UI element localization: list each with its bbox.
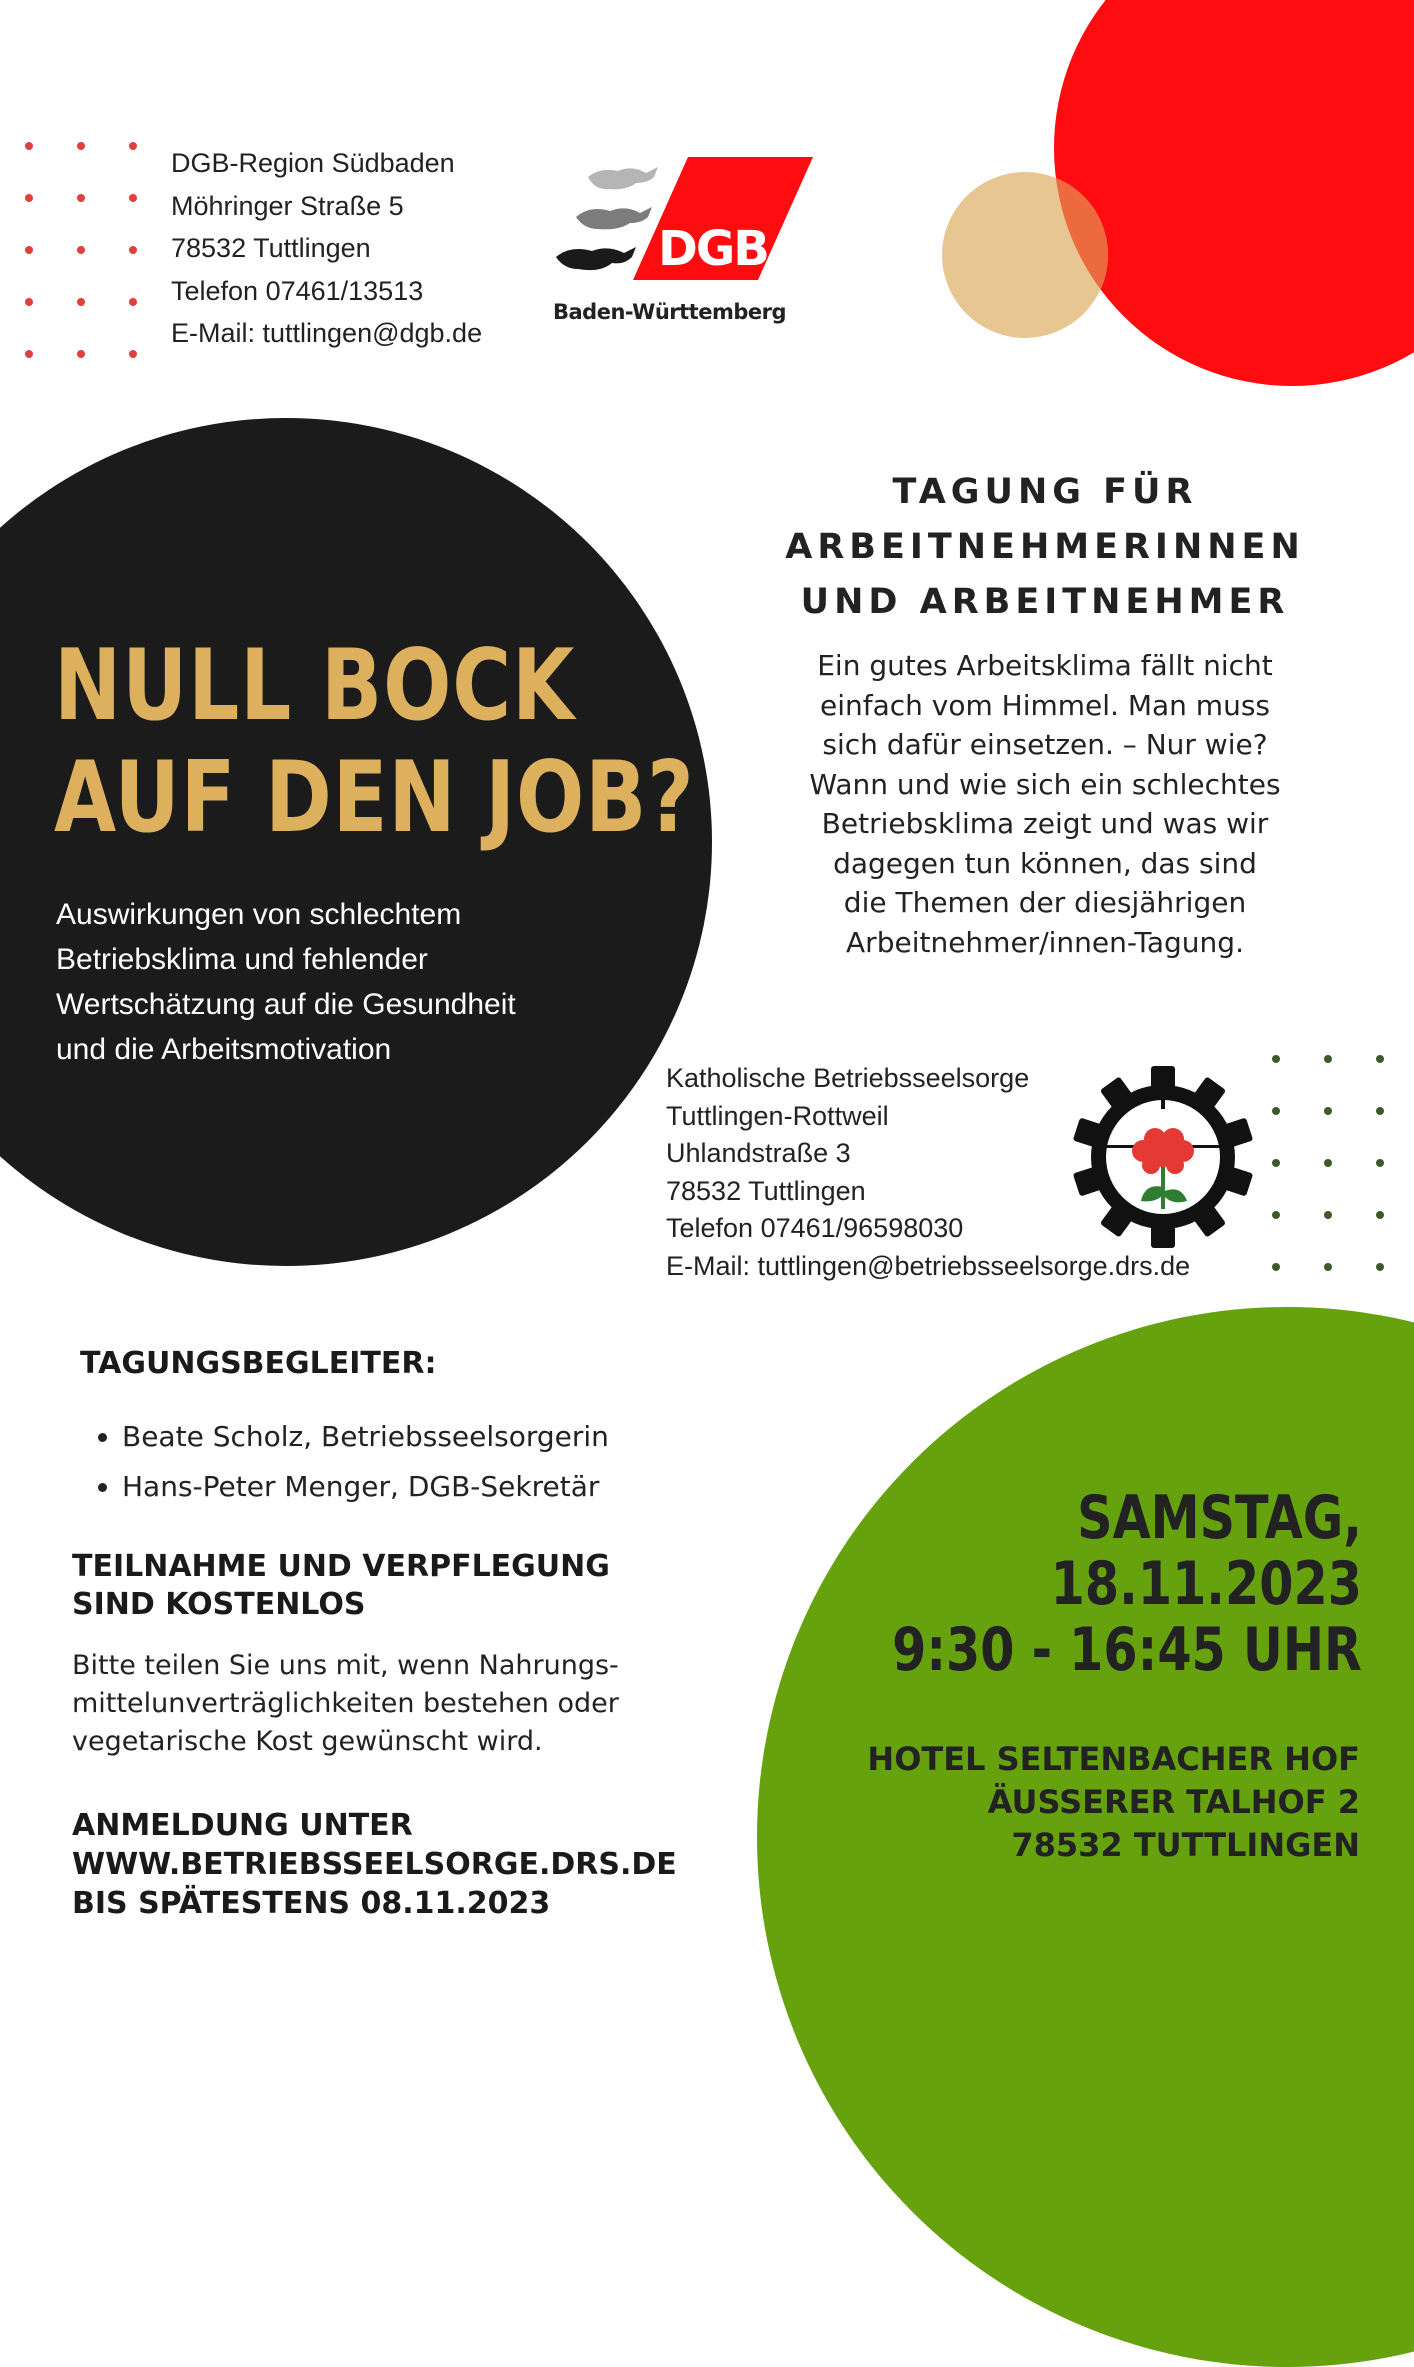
kath-address-line: Uhlandstraße 3 xyxy=(666,1138,851,1168)
anmeldung-block xyxy=(72,1806,752,1923)
red-dot-grid xyxy=(25,142,137,358)
kath-email-link[interactable]: E-Mail: tuttlingen@betriebsseelsorge.drs.de xyxy=(666,1250,1191,1281)
gear-carnation-icon xyxy=(1070,1066,1256,1248)
tagung-text-line: dagegen tun können, das sind xyxy=(833,846,1257,880)
event-venue xyxy=(867,1738,1360,1867)
venue-street: ÄUSSERER TALHOF 2 xyxy=(987,1783,1360,1821)
anmeldung-url-link[interactable]: WWW.BETRIEBSSEELSORGE.DRS.DE xyxy=(72,1847,677,1882)
dgb-address xyxy=(171,142,482,355)
dgb-logo-caption: Baden-Württemberg xyxy=(553,300,787,324)
tagung-text-line: Ein gutes Arbeitsklima fällt nicht xyxy=(817,649,1273,682)
tagung-heading-line: ARBEITNEHMERINNEN xyxy=(785,527,1305,567)
kath-address-line: Tuttlingen-Rottweil xyxy=(666,1100,889,1131)
teilnahme-heading-line: TEILNAHME UND VERPFLEGUNG xyxy=(72,1549,610,1584)
subtitle-line: Betriebsklima und fehlender xyxy=(56,943,428,976)
tagung-text-line: Arbeitnehmer/innen-Tagung. xyxy=(846,925,1244,959)
tagung-text-line: Wann und wie sich ein schlechtes xyxy=(809,767,1281,801)
list-item: • Beate Scholz, Betriebsseelsorgerin xyxy=(122,1412,609,1462)
decorative-overlap-circle xyxy=(942,172,1108,338)
subtitle-line: Auswirkungen von schlechtem xyxy=(56,898,462,931)
teilnahme-heading-line: SIND KOSTENLOS xyxy=(72,1587,366,1622)
headline-subtitle xyxy=(56,892,676,1072)
list-item: • Hans-Peter Menger, DGB-Sekretär xyxy=(122,1462,609,1512)
decorative-red-circle xyxy=(1054,0,1414,386)
subtitle-line: und die Arbeitsmotivation xyxy=(56,1033,392,1066)
event-date-time xyxy=(892,1485,1362,1683)
venue-city: 78532 TUTTLINGEN xyxy=(1011,1826,1360,1864)
headline-line: AUF DEN JOB? xyxy=(54,741,695,855)
anmeldung-deadline: BIS SPÄTESTENS 08.11.2023 xyxy=(72,1886,551,1921)
kath-address-line: 78532 Tuttlingen xyxy=(666,1175,866,1206)
headline-line: NULL BOCK xyxy=(54,629,576,743)
tagung-text-line: die Themen der diesjährigen xyxy=(843,886,1247,919)
tagung-heading-line: TAGUNG FÜR xyxy=(892,472,1198,512)
event-time: 9:30 - 16:45 UHR xyxy=(892,1615,1362,1685)
teilnahme-heading xyxy=(72,1548,712,1624)
tagung-description xyxy=(770,646,1320,962)
dgb-address-line: DGB-Region Südbaden xyxy=(171,148,455,178)
venue-name: HOTEL SELTENBACHER HOF xyxy=(867,1740,1360,1778)
tagung-text-line: sich dafür einsetzen. – Nur wie? xyxy=(822,728,1268,761)
dgb-address-line: 78532 Tuttlingen xyxy=(171,233,371,263)
dgb-address-line: Möhringer Straße 5 xyxy=(171,190,404,221)
tagung-text-line: Betriebsklima zeigt und was wir xyxy=(821,807,1269,840)
event-weekday: SAMSTAG, xyxy=(1077,1483,1362,1553)
anmeldung-line: ANMELDUNG UNTER xyxy=(72,1808,413,1843)
teilnahme-text xyxy=(72,1647,712,1761)
teilnahme-text-line: mittelunverträglichkeiten bestehen oder xyxy=(72,1688,619,1719)
dgb-email-link[interactable]: E-Mail: tuttlingen@dgb.de xyxy=(171,318,483,348)
main-headline xyxy=(54,630,695,854)
teilnahme-text-line: vegetarische Kost gewünscht wird. xyxy=(72,1726,543,1757)
green-dot-grid xyxy=(1272,1055,1384,1271)
dgb-address-line: Telefon 07461/13513 xyxy=(171,275,424,306)
tagung-text-line: einfach vom Himmel. Man muss xyxy=(819,688,1271,722)
dgb-wordmark: DGB xyxy=(658,221,768,277)
kath-address-line: Telefon 07461/96598030 xyxy=(666,1213,964,1243)
subtitle-line: Wertschätzung auf die Gesundheit xyxy=(56,988,516,1021)
begleiter-heading: TAGUNGSBEGLEITER: xyxy=(80,1346,437,1381)
three-lions-icon xyxy=(556,167,658,270)
tagung-heading-line: UND ARBEITNEHMER xyxy=(800,582,1290,622)
begleiter-list xyxy=(90,1412,609,1512)
kath-address-line: Katholische Betriebsseelsorge xyxy=(666,1063,1030,1093)
event-date: 18.11.2023 xyxy=(1050,1549,1362,1619)
teilnahme-text-line: Bitte teilen Sie uns mit, wenn Nahrungs- xyxy=(72,1650,619,1681)
tagung-heading xyxy=(760,465,1330,630)
